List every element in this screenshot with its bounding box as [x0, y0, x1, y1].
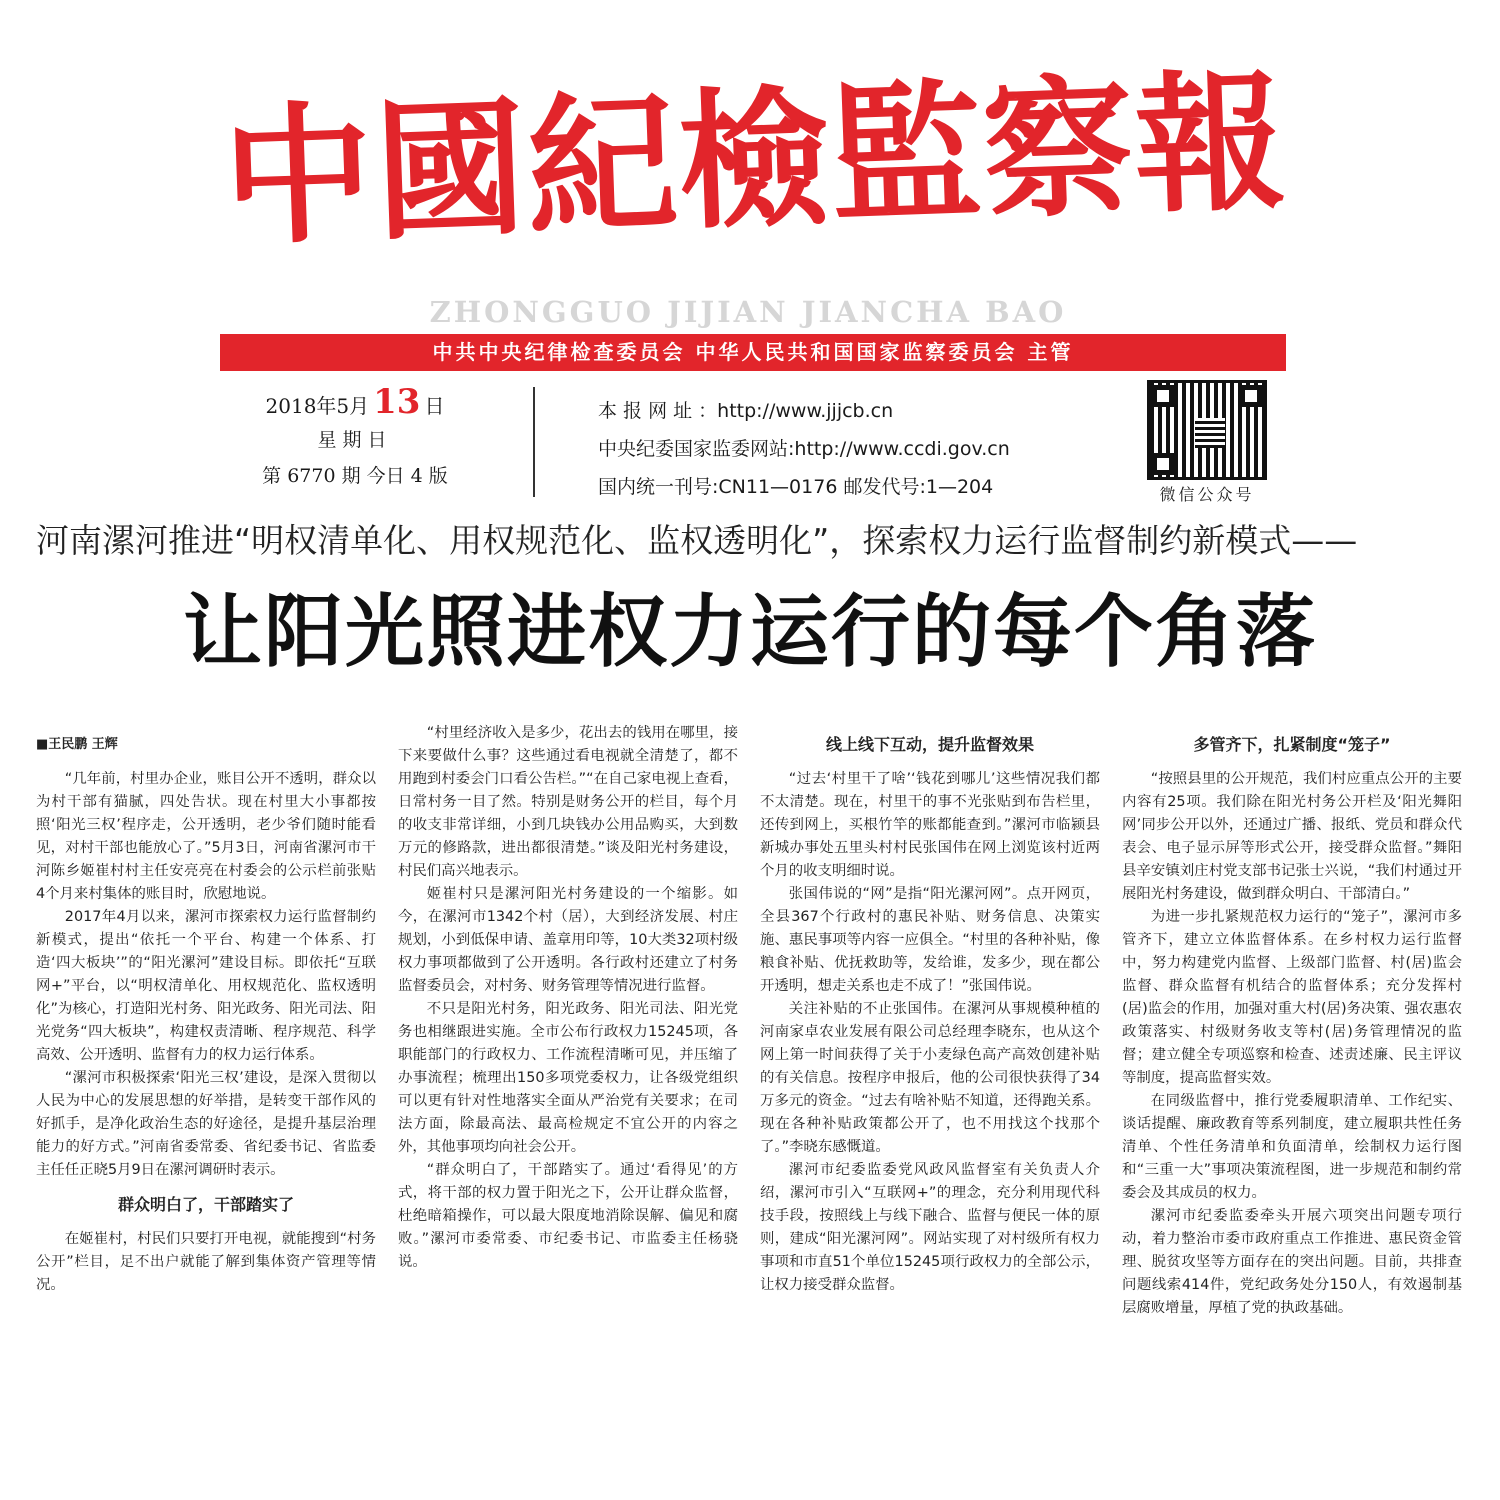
paragraph: 在同级监督中，推行党委履职清单、工作纪实、谈话提醒、廉政教育等系列制度，建立履职共性任务清单、个性任务清单和负面清单，绘制权力运行图和“三重一大”事项决策流程图，进一步规范和制约常委会及其成员的权力。 [1122, 1093, 1462, 1201]
article-column-3 [760, 722, 1100, 1297]
article-kicker: 河南漯河推进“明权清单化、用权规范化、监权透明化”，探索权力运行监督制约新模式—— [36, 521, 1358, 560]
masthead-pinyin: ZHONGGUO JIJIAN JIANCHA BAO [429, 295, 1067, 329]
date-suffix: 日 [424, 394, 445, 418]
article-column-1 [36, 722, 376, 1297]
paragraph: 为进一步扎紧规范权力运行的“笼子”，漯河市多管齐下，建立立体监督体系。在乡村权力运行监督中，努力构建党内监督、上级部门监督、村(居)监会监督、群众监督有机结合的监督体系；充分发挥村(居)监会的作用，加强对重大村(居)务决策、强农惠农政策落实、村级财务收支等村(居)务管理情况的监督；建立健全专项巡察和检查、述责述廉、民主评议等制度，提高监督实效。 [1122, 909, 1462, 1086]
paragraph: 在姬崔村，村民们只要打开电视，就能搜到“村务公开”栏目，足不出户就能了解到集体资产管理等情况。 [36, 1231, 376, 1293]
paragraph: “村里经济收入是多少，花出去的钱用在哪里，接下来要做什么事？这些通过看电视就全清楚了，都不用跑到村委会门口看公告栏。”“在自己家电视上查看，日常村务一目了然。特别是财务公开的栏目，每个月的收支非常详细，小到几块钱办公用品购买，大到数万元的修路款，进出都很清楚。”谈及阳光村务建设，村民们高兴地表示。 [398, 725, 738, 879]
wechat-qr-code [1147, 380, 1267, 480]
masthead-title: 中國紀檢監察報 [220, 53, 1290, 267]
section-subhead: 线上线下互动，提升监督效果 [825, 735, 1034, 754]
paragraph: 关注补贴的不止张国伟。在漯河从事规模种植的河南家卓农业发展有限公司总经理李晓东，也从这个网上第一时间获得了关于小麦绿色高产高效创建补贴的有关信息。按程序申报后，他的公司很快获得了34万多元的资金。“过去有啥补贴不知道，还得跑关系。现在各种补贴政策都公开了，也不用找这个找那个了。”李晓东感慨道。 [760, 1001, 1100, 1155]
article-column-2 [398, 722, 738, 1274]
qr-caption: 微信公众号 [1159, 485, 1255, 504]
issue-date [240, 380, 470, 424]
paragraph: “过去‘村里干了啥’‘钱花到哪儿’这些情况我们都不太清楚。现在，村里干的事不光张贴到布告栏里，还传到网上，买根竹竿的账都能查到。”漯河市临颍县新城办事处五里头村村民张国伟在网上浏览该村近两个月的收支明细时说。 [760, 771, 1100, 879]
paragraph: “几年前，村里办企业，账目公开不透明，群众以为村干部有猫腻，四处告状。现在村里大小事都按照‘阳光三权’程序走，公开透明，老少爷们随时能看见，对村干部也能放心了。”5月3日，河南省漯河市干河陈乡姬崔村村主任安亮亮在村委会的公示栏前张贴4个月来村集体的账目时，欣慰地说。 [36, 771, 376, 902]
date-prefix: 2018年5月 [265, 394, 370, 418]
byline: ■王民鹏 王辉 [36, 737, 118, 752]
section-subhead: 群众明白了，干部踏实了 [117, 1195, 294, 1214]
paragraph: 姬崔村只是漯河阳光村务建设的一个缩影。如今，在漯河市1342个村（居），大到经济发展、村庄规划，小到低保申请、盖章用印等，10大类32项村级权力事项都做到了公开透明。各行政村还建立了村务监督委员会，对村务、财务管理等情况进行监督。 [398, 886, 738, 994]
issue-info [240, 380, 470, 496]
supervisor-banner: 中共中央纪律检查委员会 中华人民共和国国家监察委员会 主管 [220, 334, 1286, 371]
paragraph: 漯河市纪委监委牵头开展六项突出问题专项行动，着力整治市委市政府重点工作推进、惠民资金管理、脱贫攻坚等方面存在的突出问题。目前，共排查问题线索414件，党纪政务处分150人，有效遏制基层腐败增量，厚植了党的执政基础。 [1122, 1208, 1462, 1316]
article-column-4 [1122, 722, 1462, 1320]
paragraph: 不只是阳光村务，阳光政务、阳光司法、阳光党务也相继跟进实施。全市公布行政权力15245项，各职能部门的行政权力、工作流程清晰可见，并压缩了办事流程；梳理出150多项党委权力，让各级党组织可以更有针对性地落实全面从严治党有关要求；在司法方面，除最高法、最高检规定不宜公开的内容之外，其他事项均向社会公开。 [398, 1001, 738, 1155]
serial-number: 国内统一刊号:CN11—0176 邮发代号:1—204 [598, 476, 994, 498]
paragraph: 2017年4月以来，漯河市探索权力运行监督制约新模式，提出“依托一个平台、构建一个体系、打造‘四大板块’”的“阳光漯河”建设目标。即依托“互联网+”平台，以“明权清单化、用权规范化、监权透明化”为核心，打造阳光村务、阳光政务、阳光司法、阳光党务“四大板块”，构建权责清晰、程序规范、科学高效、公开透明、监督有力的权力运行体系。 [36, 909, 376, 1063]
qr-finder-pattern [1152, 453, 1174, 475]
article-headline: 让阳光照进权力运行的每个角落 [183, 586, 1317, 678]
weekday: 星期日 [317, 429, 393, 451]
paragraph: “按照县里的公开规范，我们村应重点公开的主要内容有25项。我们除在阳光村务公开栏及‘阳光舞阳网’同步公开以外，还通过广播、报纸、党员和群众代表会、电子显示屏等形式公开，接受群众监督。”舞阳县辛安镇刘庄村党支部书记张士兴说，“我们村通过开展阳光村务建设，做到群众明白、干部清白。” [1122, 771, 1462, 902]
paragraph: “漯河市积极探索‘阳光三权’建设，是深入贯彻以人民为中心的发展思想的好举措，是转变干部作风的好抓手，是净化政治生态的好途径，是提升基层治理能力的好方式。”河南省委常委、省纪委书记、省监委主任任正晓5月9日在漯河调研时表示。 [36, 1070, 376, 1178]
publication-info [598, 392, 1088, 506]
info-divider [533, 387, 535, 497]
paragraph: 张国伟说的“网”是指“阳光漯河网”。点开网页，全县367个行政村的惠民补贴、财务信息、决策实施、惠民事项等内容一应俱全。“村里的各种补贴，像粮食补贴、优抚救助等，发给谁，发多少，现在都公开透明，想走关系也走不成了！”张国伟说。 [760, 886, 1100, 994]
website-link[interactable]: 本 报 网 址 ：http://www.jjjcb.cn [598, 400, 894, 422]
section-subhead: 多管齐下，扎紧制度“笼子” [1193, 735, 1391, 754]
qr-center-pattern [1195, 418, 1225, 448]
ccdi-website-link[interactable]: 中央纪委国家监委网站:http://www.ccdi.gov.cn [598, 438, 1010, 460]
issue-number: 第 6770 期 今日 4 版 [262, 465, 448, 487]
paragraph: “群众明白了，干部踏实了。通过‘看得见’的方式，将干部的权力置于阳光之下，公开让群众监督，杜绝暗箱操作，可以最大限度地消除误解、偏见和腐败。”漯河市委常委、市纪委书记、市监委主任杨骁说。 [398, 1162, 738, 1270]
paragraph: 漯河市纪委监委党风政风监督室有关负责人介绍，漯河市引入“互联网+”的理念，充分利用现代科技手段，按照线上与线下融合、监督与便民一体的原则，建成“阳光漯河网”。网站实现了对村级所有权力事项和市直51个单位15245项行政权力的全部公示，让权力接受群众监督。 [760, 1162, 1100, 1293]
date-day: 13 [373, 382, 421, 422]
